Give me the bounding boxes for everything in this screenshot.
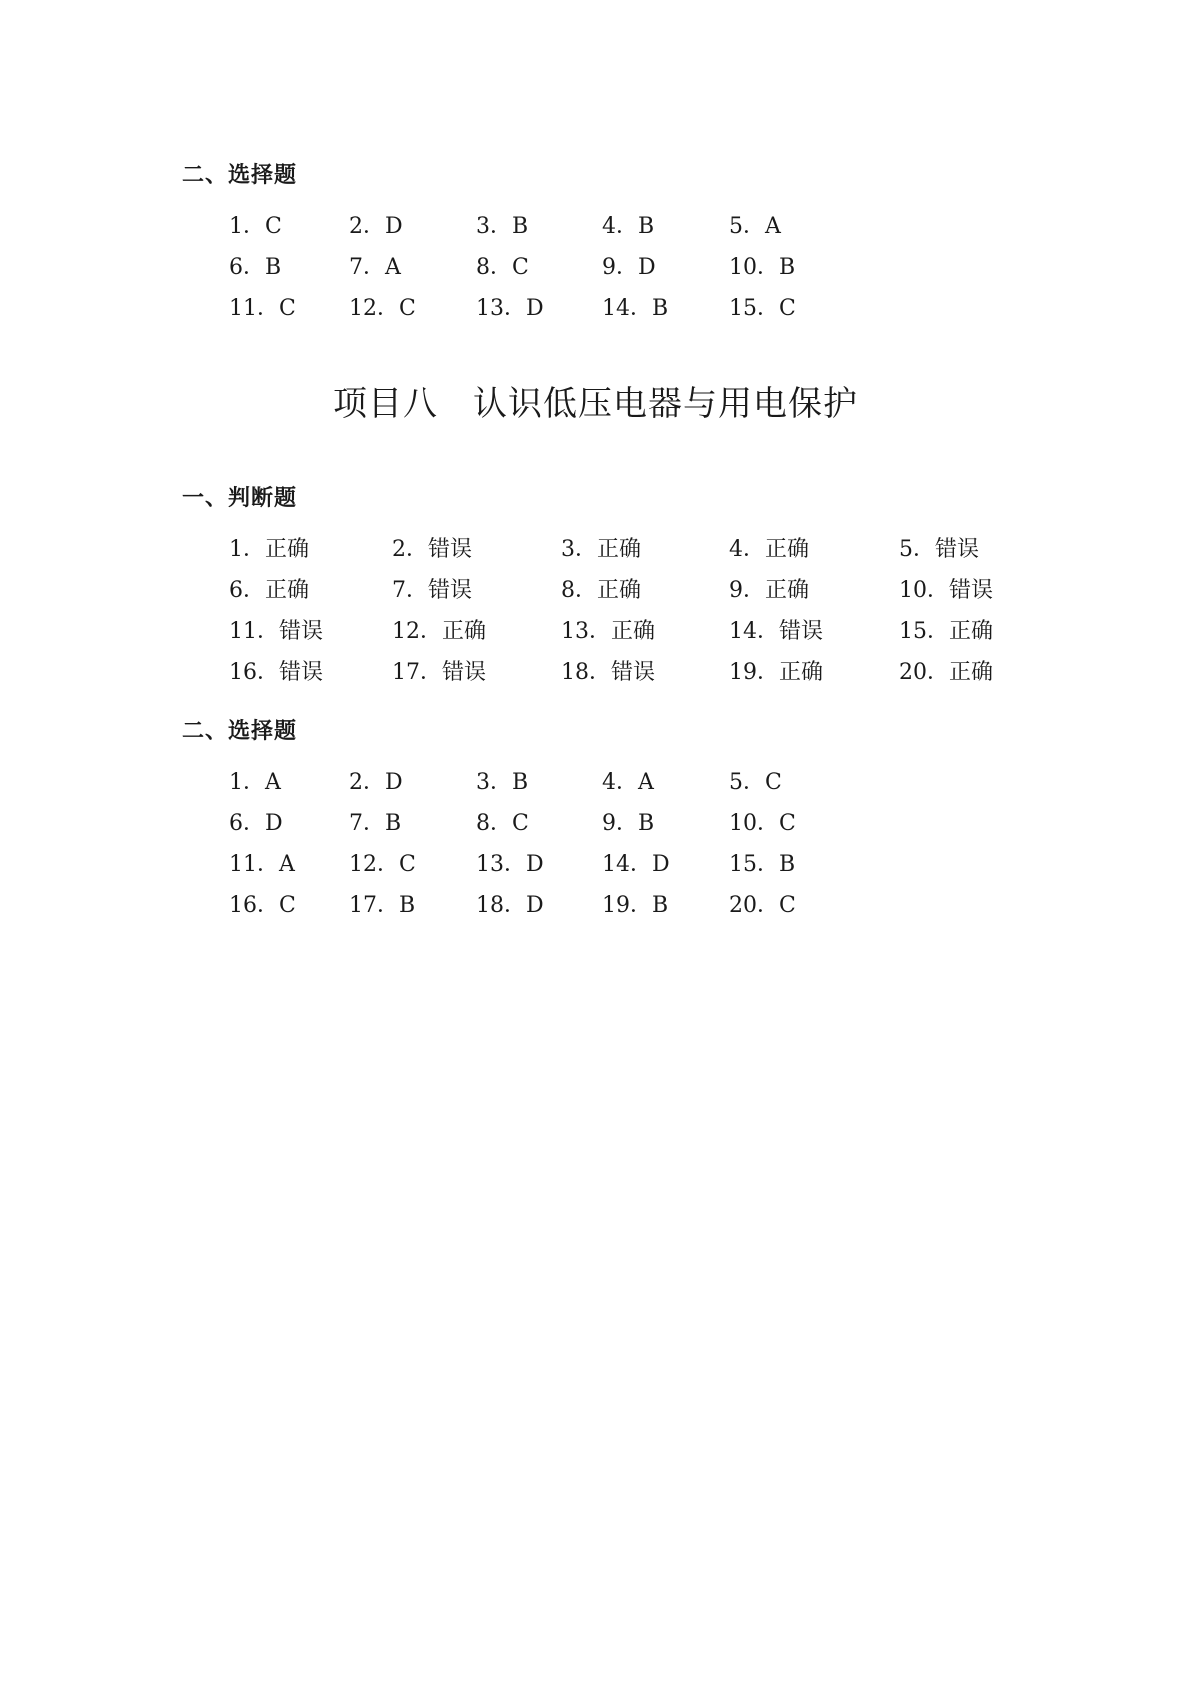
answer-cell: 5．A	[729, 214, 781, 239]
answer-cell: 5．错误	[899, 537, 979, 562]
answer-cell: 8．正确	[561, 578, 641, 603]
answer-cell: 11．错误	[229, 619, 323, 644]
answer-cell: 9．D	[602, 255, 656, 280]
answer-cell: 13．D	[476, 852, 544, 877]
answer-cell: 1．A	[229, 770, 281, 795]
answer-cell: 2．D	[349, 214, 403, 239]
answer-cell: 9．B	[602, 811, 655, 836]
answer-cell: 18．错误	[561, 660, 655, 685]
answer-cell: 6．B	[229, 255, 282, 280]
answer-cell: 4．A	[602, 770, 654, 795]
answer-cell: 1．正确	[229, 537, 309, 562]
answer-cell: 3．正确	[561, 537, 641, 562]
answer-cell: 7．A	[349, 255, 401, 280]
tf-heading: 一、判断题	[182, 486, 298, 511]
answer-cell: 15．C	[729, 296, 796, 321]
answer-cell: 5．C	[729, 770, 782, 795]
answer-cell: 14．D	[602, 852, 670, 877]
answer-cell: 11．A	[229, 852, 295, 877]
answer-cell: 12．正确	[392, 619, 486, 644]
answer-cell: 3．B	[476, 770, 529, 795]
answer-cell: 19．B	[602, 893, 669, 918]
answer-cell: 15．B	[729, 852, 796, 877]
answer-cell: 13．正确	[561, 619, 655, 644]
answer-cell: 10．错误	[899, 578, 993, 603]
answer-cell: 10．B	[729, 255, 796, 280]
answer-cell: 7．B	[349, 811, 402, 836]
answer-cell: 9．正确	[729, 578, 809, 603]
answer-cell: 14．错误	[729, 619, 823, 644]
answer-cell: 11．C	[229, 296, 296, 321]
project-mc-heading: 二、选择题	[182, 719, 298, 744]
answer-cell: 20．正确	[899, 660, 993, 685]
project-title: 项目八 认识低压电器与用电保护	[333, 384, 858, 424]
answer-cell: 3．B	[476, 214, 529, 239]
answer-cell: 10．C	[729, 811, 796, 836]
answer-cell: 20．C	[729, 893, 796, 918]
answer-cell: 13．D	[476, 296, 544, 321]
answer-cell: 17．B	[349, 893, 416, 918]
answer-cell: 7．错误	[392, 578, 472, 603]
answer-cell: 4．B	[602, 214, 655, 239]
answer-cell: 8．C	[476, 255, 529, 280]
answer-cell: 6．正确	[229, 578, 309, 603]
answer-cell: 6．D	[229, 811, 283, 836]
answer-cell: 12．C	[349, 296, 416, 321]
answer-cell: 18．D	[476, 893, 544, 918]
answer-cell: 4．正确	[729, 537, 809, 562]
answer-cell: 8．C	[476, 811, 529, 836]
answer-cell: 17．错误	[392, 660, 486, 685]
answer-cell: 19．正确	[729, 660, 823, 685]
answer-cell: 14．B	[602, 296, 669, 321]
answer-cell: 12．C	[349, 852, 416, 877]
answer-cell: 2．D	[349, 770, 403, 795]
answer-cell: 16．错误	[229, 660, 323, 685]
answer-cell: 15．正确	[899, 619, 993, 644]
section1-mc-heading: 二、选择题	[182, 163, 298, 188]
answer-cell: 2．错误	[392, 537, 472, 562]
answer-cell: 16．C	[229, 893, 296, 918]
answer-cell: 1．C	[229, 214, 282, 239]
